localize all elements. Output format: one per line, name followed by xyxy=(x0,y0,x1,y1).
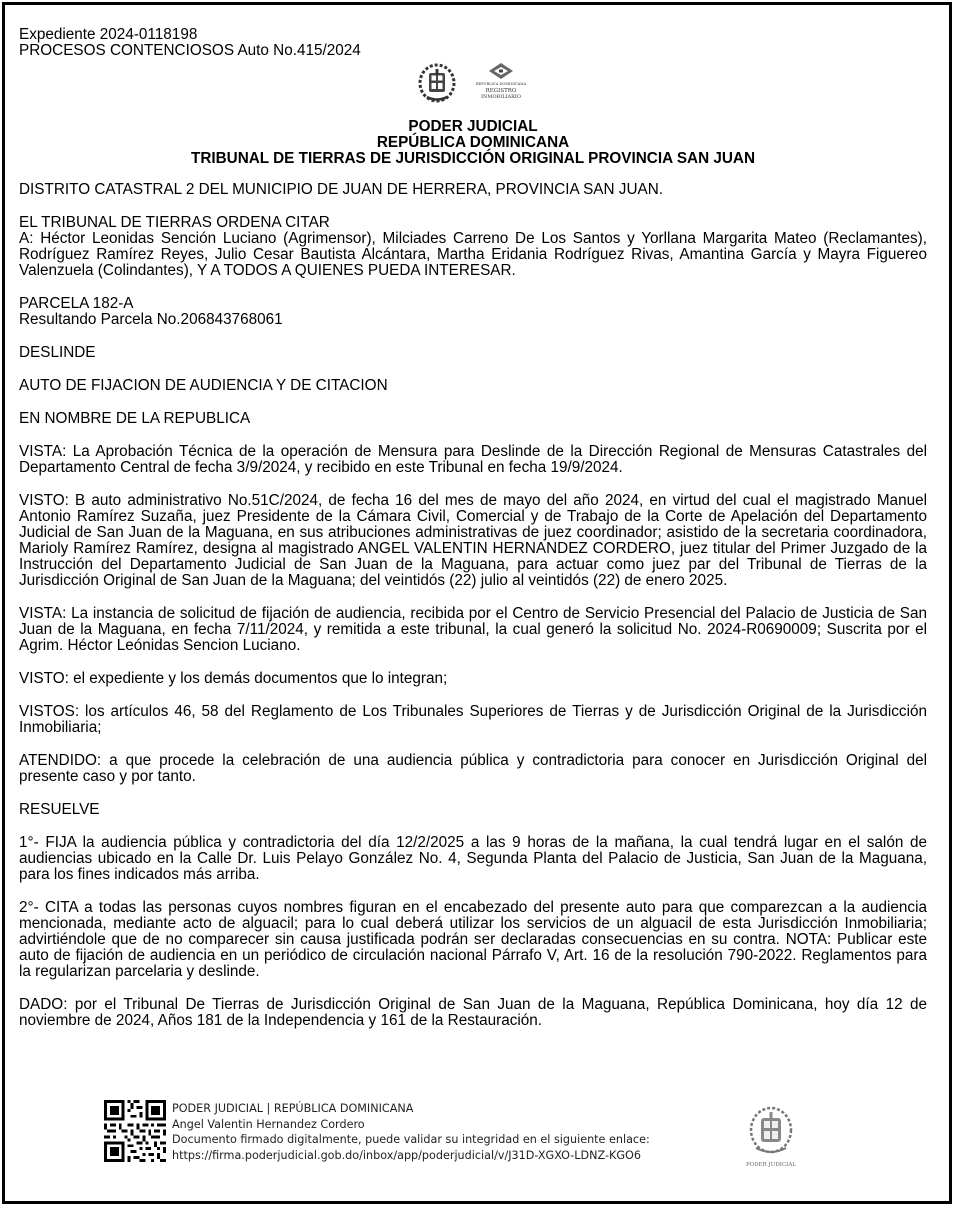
svg-text:INMOBILIARIO: INMOBILIARIO xyxy=(481,94,521,100)
poder-judicial-seal-icon xyxy=(742,1104,800,1172)
citacion-paragraph xyxy=(19,215,927,279)
resolucion-punto-2: 2°- CITA a todas las personas cuyos nombres figuran en el encabezado del presente auto para que comparezcan a la audiencia mencionada, mediante acto de alguacil; para lo cual deberá utilizar los servicios de un alguacil de esta Jurisdicción Inmobiliaria; advirtiéndole que de no comparecer sin causa justificada podrán ser declaradas consecuencias en su contra. NOTA: Publicar este auto de fijación de audiencia en un periódico de circulación nacional Párrafo V, Art. 16 de la resolución 790-2022. Reglamentos para la regularizan parcelaria y deslinde. xyxy=(19,899,927,980)
document-body xyxy=(19,27,927,1046)
signer-name: Angel Valentin Hernandez Cordero xyxy=(172,1117,365,1131)
header-logos xyxy=(19,59,927,119)
signature-note: Documento firmado digitalmente, puede validar su integridad en el siguiente enlace: xyxy=(172,1133,650,1146)
parcela-number: PARCELA 182-A xyxy=(19,295,134,312)
resolucion-punto-1: 1°- FIJA la audiencia pública y contradictoria del día 12/2/2025 a las 9 horas de la mañana, la cual tendrá lugar en el salón de audiencias ubicado en la Calle Dr. Luis Pelayo González No. 4, Segunda Planta del Palacio de Justicia, San Juan de la Maguana, para los fines indicados más arriba. xyxy=(19,834,927,883)
svg-text:REGISTRO: REGISTRO xyxy=(485,88,517,94)
resultando-parcela: Resultando Parcela No.206843768061 xyxy=(19,311,283,328)
verification-link[interactable]: https://firma.poderjudicial.gob.do/inbox/app/poderjudicial/v/J31D-XGXO-LDNZ-KGO6 xyxy=(172,1148,641,1162)
auto-number: PROCESOS CONTENCIOSOS Auto No.415/2024 xyxy=(19,42,361,59)
title-poder-judicial: PODER JUDICIAL xyxy=(408,118,538,135)
coat-of-arms-icon xyxy=(417,61,457,103)
atendido-paragraph: ATENDIDO: a que procede la celebración de una audiencia pública y contradictoria para conocer en Jurisdicción Original del presente caso y por tanto. xyxy=(19,752,927,785)
ordena-citar: EL TRIBUNAL DE TIERRAS ORDENA CITAR xyxy=(19,214,330,231)
qr-code-icon[interactable] xyxy=(104,1100,166,1162)
distrito-paragraph: DISTRITO CATASTRAL 2 DEL MUNICIPIO DE JUAN DE HERRERA, PROVINCIA SAN JUAN. xyxy=(19,181,663,198)
parcela-paragraph xyxy=(19,296,927,328)
title-republica: REPÚBLICA DOMINICANA xyxy=(376,134,570,151)
vista-instancia-paragraph: VISTA: La instancia de solicitud de fijación de audiencia, recibida por el Centro de Servicio Presencial del Palacio de Justicia de San Juan de la Maguana, en fecha 7/11/2024, y remitida a este tribunal, la cual generó la solicitud No. 2024-R0690009; Suscrita por el Agrim. Héctor Leónidas Sencion Luciano. xyxy=(19,605,927,654)
registro-inmobiliario-logo-icon xyxy=(473,61,529,101)
auto-fijacion-heading: AUTO DE FIJACION DE AUDIENCIA Y DE CITACION xyxy=(19,377,388,394)
signature-text xyxy=(172,1101,650,1163)
visto-auto-paragraph: VISTO: B auto administrativo No.51C/2024, de fecha 16 del mes de mayo del año 2024, en virtud del cual el magistrado Manuel Antonio Ramírez Suzaña, juez Presidente de la Cámara Civil, Comercial y de Trabajo de la Corte de Apelación del Departamento Judicial de San Juan de la Maguana, en sus atribuciones administrativas de juez coordinador; asistido de la secretaria coordinadora, Marioly Ramírez Ramírez, designa al magistrado ANGEL VALENTIN HERNANDEZ CORDERO, juez titular del Primer Juzgado de la Instrucción del Departamento Judicial de San Juan de la Maguana, para actuar como juez par del Tribunal de Tierras de la Jurisdicción Original de San Juan de la Maguana; del veintidós (22) julio al veintidós (22) de enero 2025. xyxy=(19,492,927,589)
resuelve-heading: RESUELVE xyxy=(19,801,100,818)
seal-caption: PODER JUDICIAL xyxy=(746,1162,796,1168)
title-tribunal: TRIBUNAL DE TIERRAS DE JURISDICCIÓN ORIGINAL PROVINCIA SAN JUAN xyxy=(190,150,756,167)
visto-expediente-paragraph: VISTO: el expediente y los demás documentos que lo integran; xyxy=(19,670,448,687)
deslinde-heading: DESLINDE xyxy=(19,344,96,361)
signature-institution: PODER JUDICIAL | REPÚBLICA DOMINICANA xyxy=(172,1102,414,1115)
en-nombre-heading: EN NOMBRE DE LA REPUBLICA xyxy=(19,410,251,427)
vistos-articulos-paragraph: VISTOS: los artículos 46, 58 del Reglamento de Los Tribunales Superiores de Tierras y de Jurisdicción Original de la Jurisdicción Inmobiliaria; xyxy=(19,703,927,736)
case-header xyxy=(19,27,927,59)
svg-text:REPÚBLICA DOMINICANA: REPÚBLICA DOMINICANA xyxy=(475,82,527,86)
vista-aprobacion-paragraph: VISTA: La Aprobación Técnica de la operación de Mensura para Deslinde de la Dirección Regional de Mensuras Catastrales del Departamento Central de fecha 3/9/2024, y recibido en este Tribunal en fecha 19/9/2024. xyxy=(19,443,927,476)
expediente-number: Expediente 2024-0118198 xyxy=(19,26,198,43)
dado-paragraph: DADO: por el Tribunal De Tierras de Jurisdicción Original de San Juan de la Maguana, República Dominicana, hoy día 12 de noviembre de 2024, Años 181 de la Independencia y 161 de la Restauración. xyxy=(19,996,927,1029)
citados-list: A: Héctor Leonidas Sención Luciano (Agrimensor), Milciades Carreno De Los Santos y Yorllana Margarita Mateo (Reclamantes), Rodríguez Ramírez Reyes, Julio Cesar Bautista Alcántara, Martha Eridania Rodríguez Rivas, Amantina García y Mayra Figuereo Valenzuela (Colindantes), Y A TODOS A QUIENES PUEDA INTERESAR. xyxy=(19,230,927,279)
court-title xyxy=(19,119,927,167)
